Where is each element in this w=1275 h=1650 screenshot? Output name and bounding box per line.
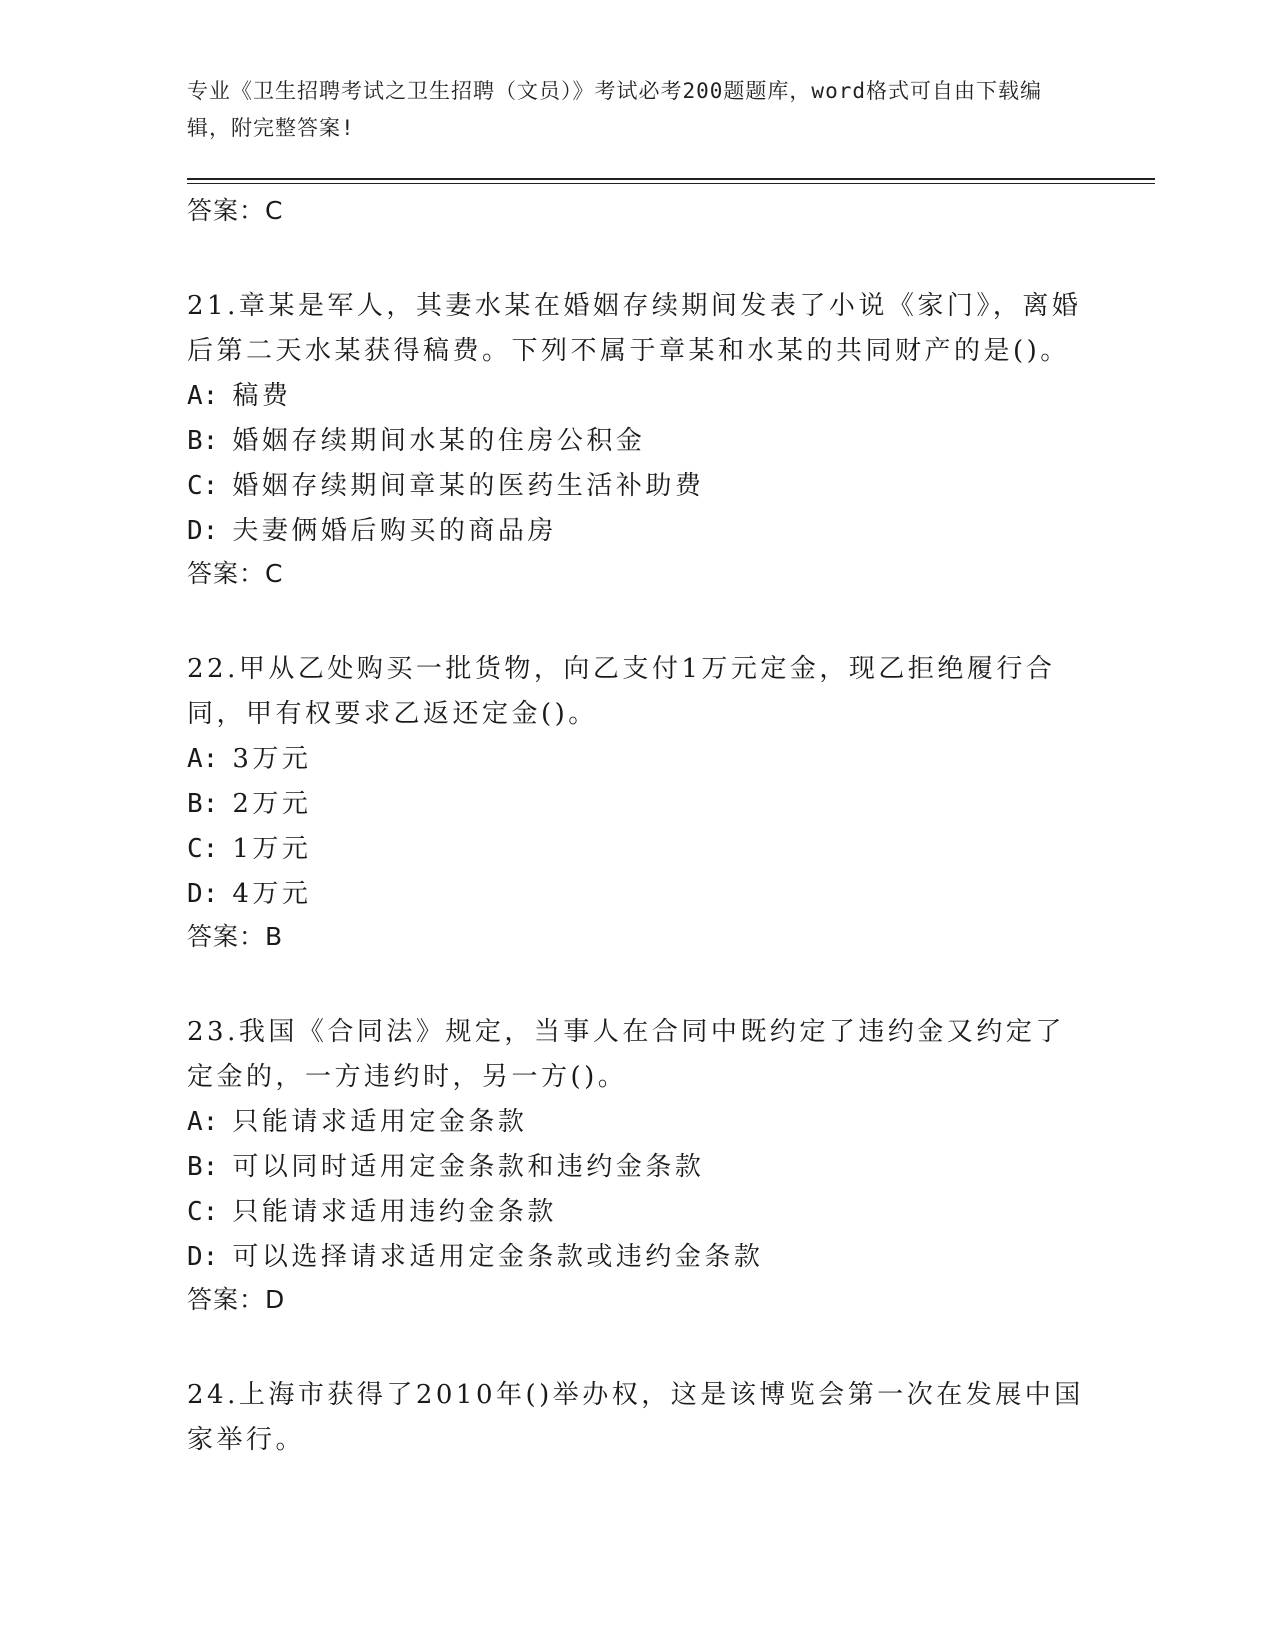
question-list [187, 191, 1087, 1463]
option-d [187, 1235, 1087, 1280]
option-c [187, 1190, 1087, 1235]
option-letter: C: [187, 1197, 219, 1227]
option-a [187, 737, 1087, 782]
option-letter: B: [187, 426, 219, 456]
option-text: 3万元 [232, 744, 312, 774]
question-block [187, 1010, 1087, 1320]
option-letter: C: [187, 834, 219, 864]
question-block [187, 647, 1087, 957]
option-a [187, 374, 1087, 419]
option-text: 2万元 [232, 789, 312, 819]
question-block [187, 1373, 1087, 1463]
option-text: 婚姻存续期间水某的住房公积金 [232, 426, 646, 456]
answer-label: 答案：C [187, 196, 284, 225]
option-text: 只能请求适用违约金条款 [232, 1197, 557, 1227]
header-divider [187, 178, 1155, 180]
option-c [187, 827, 1087, 872]
option-letter: C: [187, 471, 219, 501]
option-letter: A: [187, 381, 219, 411]
option-text: 可以同时适用定金条款和违约金条款 [232, 1152, 705, 1182]
option-letter: B: [187, 789, 219, 819]
option-letter: A: [187, 1107, 219, 1137]
question-text: 21.章某是军人，其妻水某在婚姻存续期间发表了小说《家门》，离婚后第二天水某获得稿费。下列不属于章某和水某的共同财产的是()。 [187, 291, 1082, 366]
document-header: 专业《卫生招聘考试之卫生招聘（文员）》考试必考200题题库，word格式可自由下载编辑，附完整答案! [187, 79, 1042, 140]
question-text: 24.上海市获得了2010年()举办权，这是该博览会第一次在发展中国家举行。 [187, 1380, 1084, 1455]
question-text: 23.我国《合同法》规定，当事人在合同中既约定了违约金又约定了定金的，一方违约时，另一方()。 [187, 1017, 1065, 1092]
option-b [187, 419, 1087, 464]
option-letter: D: [187, 1242, 219, 1272]
option-c [187, 464, 1087, 509]
option-letter: B: [187, 1152, 219, 1182]
answer-label: 答案：C [187, 559, 284, 588]
option-text: 只能请求适用定金条款 [232, 1107, 528, 1137]
question-text: 22.甲从乙处购买一批货物，向乙支付1万元定金，现乙拒绝履行合同，甲有权要求乙返还定金()。 [187, 654, 1056, 729]
header-divider-thin [187, 183, 1155, 184]
question-block [187, 284, 1087, 594]
answer-label: 答案：D [187, 1285, 286, 1314]
option-text: 1万元 [232, 834, 312, 864]
option-text: 婚姻存续期间章某的医药生活补助费 [232, 471, 705, 501]
option-a [187, 1100, 1087, 1145]
option-b [187, 782, 1087, 827]
option-letter: A: [187, 744, 219, 774]
option-text: 稿费 [232, 381, 292, 411]
option-d [187, 509, 1087, 554]
option-text: 夫妻俩婚后购买的商品房 [232, 516, 557, 546]
option-d [187, 872, 1087, 917]
option-letter: D: [187, 516, 219, 546]
option-text: 可以选择请求适用定金条款或违约金条款 [232, 1242, 764, 1272]
option-text: 4万元 [232, 879, 312, 909]
option-b [187, 1145, 1087, 1190]
answer-label: 答案：B [187, 922, 284, 951]
option-letter: D: [187, 879, 219, 909]
